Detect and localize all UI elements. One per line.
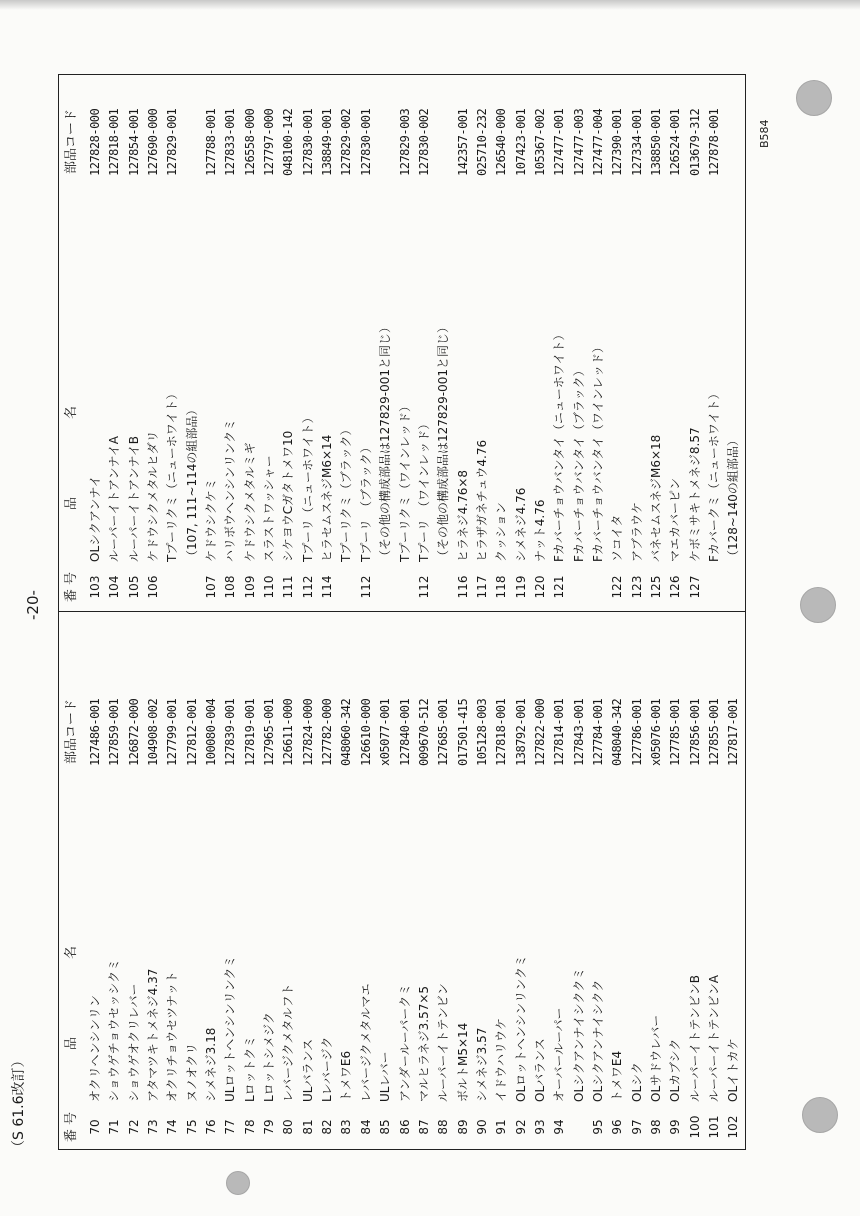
part-code: 127786-001 xyxy=(629,698,644,766)
sheet-id: B584 xyxy=(758,119,771,148)
table-row xyxy=(686,78,705,606)
part-code: 127784-001 xyxy=(590,698,605,766)
table-row xyxy=(666,78,685,606)
part-name: ルーパーイトテンビンA xyxy=(707,974,721,1102)
table-row xyxy=(105,78,124,606)
part-code: 127685-001 xyxy=(436,698,451,766)
part-code: 127814-001 xyxy=(552,698,567,766)
part-number: 78 xyxy=(242,1119,257,1135)
part-code: x05076-001 xyxy=(648,698,663,766)
table-row xyxy=(125,616,144,1146)
part-number: 112 xyxy=(300,575,315,599)
part-name: ショウゲオクリレバー xyxy=(126,983,141,1102)
left-header-code: 部品コード xyxy=(64,698,79,764)
table-row xyxy=(512,616,531,1146)
table-row xyxy=(415,78,434,606)
table-row xyxy=(647,616,666,1146)
table-row xyxy=(647,78,666,606)
part-name: マルヒラネジ3.57×5 xyxy=(416,985,431,1102)
part-name: OLシクアンナイ xyxy=(88,475,102,562)
part-name: シメネジ4.76 xyxy=(513,487,528,562)
part-code: 048100-142 xyxy=(281,108,296,176)
part-number: 94 xyxy=(552,1119,567,1135)
part-number: 96 xyxy=(610,1119,625,1135)
part-number: 72 xyxy=(126,1119,141,1135)
part-code: 127829-003 xyxy=(397,108,412,176)
part-name: OLカブシク xyxy=(668,1038,683,1102)
part-code: 127839-001 xyxy=(223,698,238,766)
part-number: 81 xyxy=(300,1119,315,1135)
part-name: （128~140の組部品） xyxy=(726,434,741,562)
part-name: Lロットクミ xyxy=(242,1035,257,1102)
part-number: 89 xyxy=(455,1119,470,1135)
table-row xyxy=(628,616,647,1146)
part-code: 127477-001 xyxy=(552,108,567,176)
part-name: ULレバー xyxy=(378,1051,393,1102)
part-code: 127334-001 xyxy=(629,108,644,176)
table-row xyxy=(570,616,589,1146)
part-number: 114 xyxy=(320,575,335,599)
part-code: 126610-000 xyxy=(358,698,373,766)
table-row xyxy=(299,616,318,1146)
part-number: 122 xyxy=(610,575,625,599)
part-number: 103 xyxy=(88,575,102,599)
revision-note: （S 61.6改訂） xyxy=(11,1053,27,1154)
part-name: アブラウケ xyxy=(629,501,644,562)
part-number: 108 xyxy=(223,575,238,599)
part-number: 125 xyxy=(648,575,663,599)
rotated-page-content xyxy=(11,70,778,1154)
part-number: 116 xyxy=(455,575,470,599)
table-row xyxy=(221,616,240,1146)
part-code: 105367-002 xyxy=(532,108,547,176)
part-code: 127824-000 xyxy=(300,698,315,766)
part-number: 71 xyxy=(107,1119,122,1135)
part-number: 107 xyxy=(204,575,219,599)
part-code: 127818-001 xyxy=(107,108,122,176)
part-number: 83 xyxy=(339,1119,354,1135)
part-number: 77 xyxy=(223,1119,238,1135)
part-code: 127782-000 xyxy=(320,698,335,766)
table-row xyxy=(318,616,337,1146)
part-name: Tプーリクミ（ブラック） xyxy=(339,423,354,562)
part-code: 048060-342 xyxy=(339,698,354,766)
part-code: 127878-001 xyxy=(707,108,721,176)
part-name: （その他の構成部品は127829-001と同じ） xyxy=(378,320,393,562)
part-code: 127855-001 xyxy=(707,698,721,766)
table-row xyxy=(279,78,298,606)
table-row xyxy=(454,78,473,606)
part-name: Fカバークミ（ニューホワイト） xyxy=(707,387,721,562)
part-name: ボルトM5×14 xyxy=(455,1022,470,1102)
part-name: レバージクメタルマエ xyxy=(358,983,373,1102)
part-code: 048040-342 xyxy=(610,698,625,766)
part-name: オーバールーパー xyxy=(552,1007,567,1102)
table-row xyxy=(550,616,569,1146)
part-name: ハリボウヘンシンリンクミ xyxy=(223,418,238,562)
part-number: 127 xyxy=(687,575,702,599)
part-number: 70 xyxy=(88,1119,102,1135)
part-name: ナット4.76 xyxy=(532,499,547,562)
table-row xyxy=(337,78,356,606)
part-code: 127819-001 xyxy=(242,698,257,766)
part-code: 017501-415 xyxy=(455,698,470,766)
table-row xyxy=(105,616,124,1146)
table-row xyxy=(86,78,105,606)
part-name: ケドウシクメタルヒダリ xyxy=(146,430,161,562)
part-number: 92 xyxy=(513,1119,528,1135)
part-code: 107423-001 xyxy=(513,108,528,176)
part-number: 74 xyxy=(165,1119,180,1135)
part-number: 91 xyxy=(494,1119,509,1135)
table-row xyxy=(570,78,589,606)
part-name: ルーパーイトテンビンB xyxy=(687,974,702,1102)
part-code: 127812-001 xyxy=(184,698,199,766)
part-code: 127829-001 xyxy=(165,108,180,176)
part-name: レバージクメタルフト xyxy=(281,983,296,1102)
part-number: 105 xyxy=(126,575,141,599)
table-row xyxy=(221,78,240,606)
part-name: スラストワッシャー xyxy=(262,455,277,562)
part-name: OLサドウレバー xyxy=(648,1014,663,1102)
table-row xyxy=(357,78,376,606)
part-number: 86 xyxy=(397,1119,412,1135)
part-number: 85 xyxy=(378,1119,393,1135)
part-number: 109 xyxy=(242,575,257,599)
part-name: OLシク xyxy=(629,1062,644,1102)
table-row xyxy=(705,78,724,606)
part-number: 118 xyxy=(494,575,509,599)
part-name: Lロットシメジク xyxy=(262,1012,277,1102)
part-name: Tプーリ（ニューホワイト） xyxy=(300,411,315,562)
part-name: （107, 111~114の組部品） xyxy=(184,403,199,562)
part-code: 127477-004 xyxy=(590,108,605,176)
part-name: ヒラネジ4.76×8 xyxy=(455,469,470,562)
table-row xyxy=(434,78,453,606)
table-row xyxy=(241,78,260,606)
part-number: 120 xyxy=(532,575,547,599)
table-row xyxy=(724,616,743,1146)
part-number: 97 xyxy=(629,1119,644,1135)
table-row xyxy=(492,616,511,1146)
table-row xyxy=(473,616,492,1146)
part-name: Fカバーチョウバンタイ（ニューホワイト） xyxy=(552,328,567,562)
part-code: 127830-002 xyxy=(416,108,431,176)
part-name: Tプーリ （ブラック） xyxy=(358,441,373,562)
part-name: アンダールーパークミ xyxy=(397,983,412,1102)
table-row xyxy=(357,616,376,1146)
part-code: 126558-000 xyxy=(242,108,257,176)
part-code: 127833-001 xyxy=(223,108,238,176)
part-code: 127799-001 xyxy=(165,698,180,766)
table-row xyxy=(318,78,337,606)
part-name: イドウハリウケ xyxy=(494,1017,509,1102)
right-header-number: 番 号 xyxy=(64,571,79,603)
part-name: OLイトカケ xyxy=(726,1038,741,1102)
part-name: Tプーリクミ（ニューホワイト） xyxy=(165,387,180,562)
part-code: 127788-001 xyxy=(204,108,219,176)
table-row xyxy=(163,616,182,1146)
part-number: 112 xyxy=(358,575,373,599)
part-number: 110 xyxy=(262,575,277,599)
table-row xyxy=(202,616,221,1146)
part-code: 126611-000 xyxy=(281,698,296,766)
table-row xyxy=(666,616,685,1146)
table-row xyxy=(183,616,202,1146)
part-number: 121 xyxy=(552,575,567,599)
page-edge-shadow xyxy=(0,0,860,10)
part-code: 127828-000 xyxy=(88,108,102,176)
table-row xyxy=(337,616,356,1146)
part-name: クッション xyxy=(494,502,509,562)
punch-hole-lower xyxy=(802,1097,838,1133)
part-number: 93 xyxy=(532,1119,547,1135)
right-header-name: 品 名 xyxy=(64,405,79,510)
part-code: 100080-004 xyxy=(204,698,219,766)
part-number: 95 xyxy=(590,1119,605,1135)
part-name: トメワE6 xyxy=(339,1050,354,1102)
part-code: 013679-312 xyxy=(687,108,702,176)
part-code: 104908-002 xyxy=(146,698,161,766)
part-code: 126540-000 xyxy=(494,108,509,176)
part-code: 127829-002 xyxy=(339,108,354,176)
part-name: OLロットヘンシンリンクミ xyxy=(513,954,528,1102)
part-name: オクリチョウセツナット xyxy=(165,971,180,1102)
part-name: ヌノオクリ xyxy=(184,1042,199,1102)
part-name: ケボミサキトメネジ8.57 xyxy=(687,427,702,562)
table-row xyxy=(608,78,627,606)
page-number: -20- xyxy=(24,590,42,620)
table-row xyxy=(531,78,550,606)
table-row xyxy=(183,78,202,606)
part-name: オクリヘンシンリン xyxy=(88,995,102,1102)
part-number: 98 xyxy=(648,1119,663,1135)
part-number: 75 xyxy=(184,1119,199,1135)
table-row xyxy=(531,616,550,1146)
part-code: 127817-001 xyxy=(726,698,741,766)
part-code: 126872-000 xyxy=(126,698,141,766)
part-number: 123 xyxy=(629,575,644,599)
part-number: 88 xyxy=(436,1119,451,1135)
part-name: ルーパーイトテンビン xyxy=(436,983,451,1102)
table-row xyxy=(163,78,182,606)
punch-hole-top xyxy=(796,80,832,116)
part-code: 127830-001 xyxy=(358,108,373,176)
left-header-name: 品 名 xyxy=(64,945,79,1050)
part-number: 82 xyxy=(320,1119,335,1135)
part-code: 127840-001 xyxy=(397,698,412,766)
part-name: ヒラザガネチュウ4.76 xyxy=(474,439,489,562)
part-number: 79 xyxy=(262,1119,277,1135)
part-number: 111 xyxy=(281,575,296,599)
part-code: 127477-003 xyxy=(571,108,586,176)
table-row xyxy=(260,616,279,1146)
part-code: 127965-001 xyxy=(262,698,277,766)
left-parts-table xyxy=(86,616,744,1146)
part-code: 142357-001 xyxy=(455,108,470,176)
part-number: 73 xyxy=(146,1119,161,1135)
part-code: 025710-232 xyxy=(474,108,489,176)
table-row xyxy=(202,78,221,606)
part-number: 100 xyxy=(687,1115,702,1139)
part-number: 99 xyxy=(668,1119,683,1135)
part-name: Fカバーチョウバンタイ（ブラック） xyxy=(571,364,586,562)
table-row xyxy=(241,616,260,1146)
part-number: 76 xyxy=(204,1119,219,1135)
table-row xyxy=(686,616,705,1146)
table-row xyxy=(454,616,473,1146)
part-name: ULバランス xyxy=(300,1038,315,1102)
table-row xyxy=(705,616,724,1146)
part-name: Fカバーチョウバンタイ（ワインレッド） xyxy=(590,340,605,562)
part-code: 127843-001 xyxy=(571,698,586,766)
table-row xyxy=(512,78,531,606)
part-code: 138850-001 xyxy=(648,108,663,176)
part-name: シメネジ3.18 xyxy=(204,1027,219,1102)
part-code: 009670-512 xyxy=(416,698,431,766)
table-row xyxy=(473,78,492,606)
table-row xyxy=(376,78,395,606)
table-row xyxy=(86,616,105,1146)
table-row xyxy=(724,78,743,606)
table-row xyxy=(589,78,608,606)
part-code: 127785-001 xyxy=(668,698,683,766)
table-row xyxy=(434,616,453,1146)
part-number: 117 xyxy=(474,575,489,599)
part-code: 127390-001 xyxy=(610,108,625,176)
table-row xyxy=(608,616,627,1146)
table-row xyxy=(144,616,163,1146)
part-code: x05077-001 xyxy=(378,698,393,766)
part-code: 127486-001 xyxy=(88,698,102,766)
part-name: ヒラセムスネジM6×14 xyxy=(320,434,335,562)
part-number: 87 xyxy=(416,1119,431,1135)
table-row xyxy=(144,78,163,606)
part-code: 127797-000 xyxy=(262,108,277,176)
table-row xyxy=(376,616,395,1146)
part-name: シケヨウCガタトメワ10 xyxy=(281,430,296,562)
table-row xyxy=(260,78,279,606)
part-name: バネセムスネジM6×18 xyxy=(648,434,663,562)
part-name: ULロットヘンシンリンクミ xyxy=(223,955,238,1102)
part-number: 90 xyxy=(474,1119,489,1135)
part-name: シメネジ3.57 xyxy=(474,1027,489,1102)
part-code: 127856-001 xyxy=(687,698,702,766)
part-number: 112 xyxy=(416,575,431,599)
part-code: 127818-001 xyxy=(494,698,509,766)
table-row xyxy=(396,616,415,1146)
table-row xyxy=(550,78,569,606)
part-code: 127822-000 xyxy=(532,698,547,766)
part-code: 127859-001 xyxy=(107,698,122,766)
part-name: OLバランス xyxy=(532,1038,547,1102)
part-name: OLシクアンナイシククミ xyxy=(571,967,586,1102)
part-name: ケドウシクメタルミギ xyxy=(242,442,257,562)
part-number: 84 xyxy=(358,1119,373,1135)
part-name: アタマツキトメネジ4.37 xyxy=(146,968,161,1102)
part-number: 104 xyxy=(107,575,122,599)
part-code: 138792-001 xyxy=(513,698,528,766)
part-name: ルーパーイトアンナイA xyxy=(107,436,122,562)
left-header-number: 番 号 xyxy=(64,1111,79,1143)
part-name: Tプーリ （ワインレッド） xyxy=(416,417,431,562)
part-number: 106 xyxy=(146,575,161,599)
part-code: 127854-001 xyxy=(126,108,141,176)
table-row xyxy=(279,616,298,1146)
part-number: 80 xyxy=(281,1119,296,1135)
part-name: ショウゲチョウセッシクミ xyxy=(107,958,122,1102)
part-code: 127830-001 xyxy=(300,108,315,176)
part-number: 102 xyxy=(726,1115,741,1139)
table-row xyxy=(492,78,511,606)
punch-hole-bottom xyxy=(226,1171,250,1195)
punch-hole-middle xyxy=(800,587,836,623)
part-code: 126524-001 xyxy=(668,108,683,176)
table-row xyxy=(125,78,144,606)
part-number: 101 xyxy=(707,1115,721,1139)
part-name: Lレバージク xyxy=(320,1036,335,1102)
part-name: ルーパーイトアンナイB xyxy=(126,436,141,562)
part-code: 105128-003 xyxy=(474,698,489,766)
part-name: ソコイタ xyxy=(610,514,625,562)
right-parts-table xyxy=(86,78,744,606)
part-name: マエカバーピン xyxy=(668,477,683,562)
part-number: 126 xyxy=(668,575,683,599)
center-divider xyxy=(58,611,746,612)
part-name: （その他の構成部品は127829-001と同じ） xyxy=(436,320,451,562)
table-row xyxy=(628,78,647,606)
part-number: 119 xyxy=(513,575,528,599)
table-row xyxy=(589,616,608,1146)
part-name: トメワE4 xyxy=(610,1050,625,1102)
part-name: Tプーリクミ（ワインレッド） xyxy=(397,400,412,562)
table-row xyxy=(396,78,415,606)
right-header-code: 部品コード xyxy=(64,108,79,174)
table-row xyxy=(415,616,434,1146)
part-code: 138849-001 xyxy=(320,108,335,176)
part-code: 127690-000 xyxy=(146,108,161,176)
part-name: ケドウシクケミ xyxy=(204,478,219,562)
table-row xyxy=(299,78,318,606)
part-name: OLシクアンナイシクク xyxy=(590,979,605,1102)
